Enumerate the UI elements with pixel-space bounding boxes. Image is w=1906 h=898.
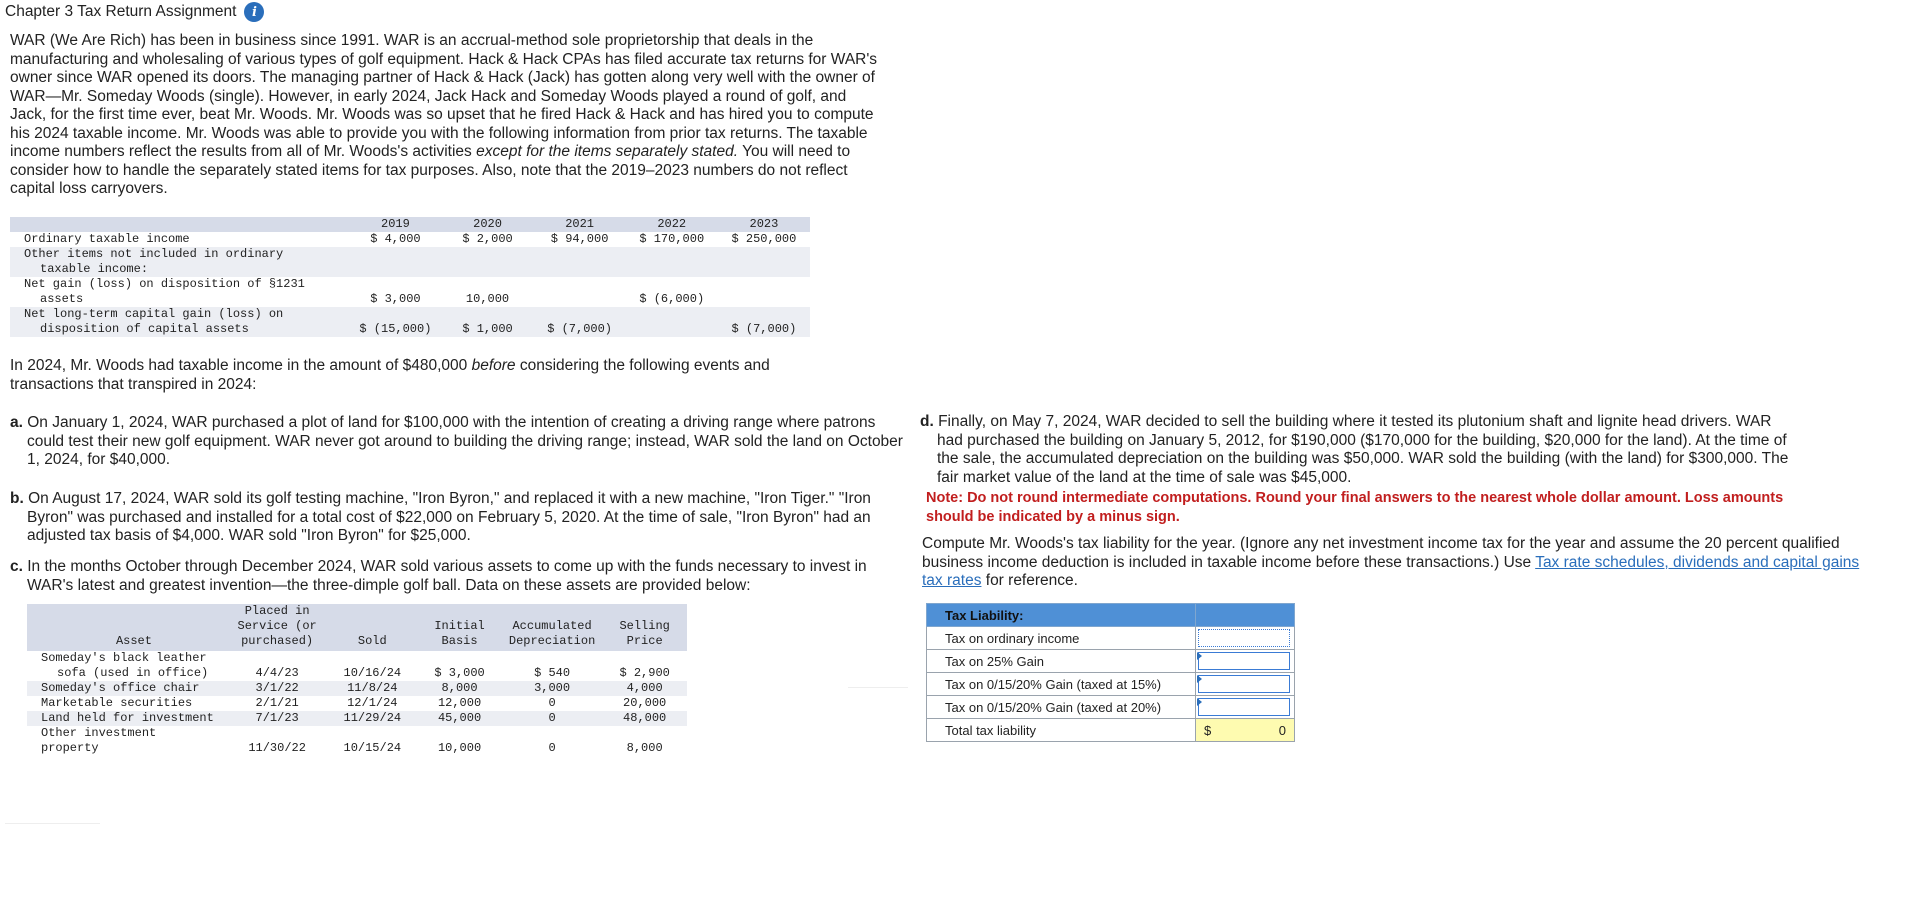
tax-input-cell [1196,627,1295,650]
history-cell: 10,000 [465,292,510,306]
item-b [10,490,907,546]
asset-row-cont [27,666,687,681]
asset-row [27,681,687,696]
asset-row [27,711,687,726]
history-row [10,247,810,262]
item-d [920,413,1797,487]
currency-symbol: $ [1204,722,1212,738]
item-a-letter: a. [10,414,23,431]
history-row-label-cont: assets [40,292,84,306]
asset-depreciation: 0 [548,696,556,710]
history-cell: $ 3,000 [370,292,421,306]
asset-placed: 7/1/23 [255,711,299,725]
tax-total-label: Total tax liability [927,719,1196,742]
asset-depreciation: $ 540 [534,666,571,680]
tax-total-row [927,719,1295,742]
asset-price: 48,000 [623,711,667,725]
total-amount: 0 [1278,722,1286,738]
history-cell: $ 94,000 [550,232,609,246]
history-cell [626,322,718,337]
asset-placed: 11/30/22 [248,741,306,755]
item-c [10,558,907,595]
history-row-cont [10,262,810,277]
tax-20-gain-input[interactable] [1198,698,1290,716]
tax-row-label: Tax on ordinary income [927,627,1196,650]
asset-sold: 12/1/24 [347,696,398,710]
history-row-label-cont: taxable income: [40,262,149,276]
tax-row [927,627,1295,650]
tax-ordinary-income-input[interactable] [1198,629,1290,647]
history-cell: $ 4,000 [370,232,421,246]
asset-row-cont [27,741,687,756]
tax-15-gain-input[interactable] [1198,675,1290,693]
asset-sold: 11/8/24 [347,681,398,695]
intro-text-2: You will need to consider how to handle the separately stated items for tax purposes. Also, note that the 2019–2023 numbers do not reflect capital loss carryovers. [10,143,851,197]
compute-instructions [922,535,1872,591]
history-cell: $ 1,000 [462,322,513,336]
page-title-bar [5,2,264,22]
asset-sold: 10/16/24 [343,666,402,680]
item-b-text: On August 17, 2024, WAR sold its golf testing machine, "Iron Byron," and replaced it with a new machine, "Iron Tiger." "Iron Byron" was purchased and installed for a total cost of $22,000 on February 5, 2020. At the time of sale, "Iron Byron" had an adjusted tax basis of $4,000. WAR sold "Iron Byron" for $25,000. [23,490,871,544]
history-cell: $ (7,000) [547,322,612,336]
info-icon[interactable]: i [244,2,264,22]
history-row-label: Other items not included in ordinary [24,247,284,261]
item-a-text: On January 1, 2024, WAR purchased a plot of land for $100,000 with the intention of creating a driving range where patrons could test their new golf equipment. WAR never got around to building the driving range; instead, WAR sold the land on October 1, 2024, for $40,000. [22,414,903,468]
asset-sold: 10/15/24 [343,741,402,755]
asset-price: $ 2,900 [619,666,670,680]
history-cell: $ 250,000 [731,232,797,246]
asset-placed: 3/1/22 [255,681,299,695]
asset-name: Someday's black leather [41,651,207,665]
assets-header-row [27,604,687,651]
year-header: 2022 [657,217,687,231]
tax-row-label: Tax on 0/15/20% Gain (taxed at 20%) [927,696,1196,719]
asset-basis: 8,000 [441,681,478,695]
input-marker-icon [1197,652,1202,660]
asset-name: Someday's office chair [41,681,200,695]
history-header-blank [10,217,349,232]
tax-liability-table [926,603,1295,742]
asset-name-cont: property [41,741,99,755]
tax-input-cell [1196,673,1295,696]
asset-name: Other investment [41,726,157,740]
history-row-cont [10,292,810,307]
asset-row [27,651,687,666]
history-row-label-cont: disposition of capital assets [40,322,249,336]
history-cell: $ (15,000) [359,322,432,336]
tax-row-label: Tax on 0/15/20% Gain (taxed at 15%) [927,673,1196,696]
item-b-letter: b. [10,490,24,507]
input-marker-icon [1197,675,1202,683]
tax-liability-header-row [927,604,1295,627]
history-cell: $ (7,000) [731,322,797,336]
history-row [10,307,810,322]
history-row [10,232,810,247]
tax-row [927,673,1295,696]
history-cell: $ 2,000 [462,232,513,246]
history-row-label: Ordinary taxable income [24,232,190,246]
intro-emphasis: except for the items separately stated. [476,143,739,160]
asset-row [27,726,687,741]
history-cell: $ 170,000 [639,232,705,246]
assets-header-placed: Placed in Service (or purchased) [237,604,317,648]
year-header: 2020 [473,217,502,231]
asset-price: 20,000 [623,696,667,710]
in2024-text-1: In 2024, Mr. Woods had taxable income in the amount of $480,000 [10,357,472,374]
asset-depreciation: 3,000 [534,681,571,695]
asset-basis: 12,000 [437,696,482,710]
tax-liability-header: Tax Liability: [927,604,1196,627]
assets-header-sold: Sold [357,634,387,648]
history-header-row [10,217,810,232]
year-header: 2023 [749,217,779,231]
divider [848,687,908,688]
tax-liability-header-blank [1196,604,1295,627]
tax-row [927,650,1295,673]
assets-header-asset: Asset [115,634,152,648]
item-d-letter: d. [920,413,934,430]
asset-name-cont: sofa (used in office) [57,666,209,680]
history-row-label: Net gain (loss) on disposition of §1231 [24,277,305,291]
history-row-cont [10,322,810,337]
asset-basis: 45,000 [437,711,482,725]
in2024-text-2: considering the following events and transactions that transpired in 2024: [10,357,770,393]
assets-header-price: Selling Price [619,619,670,648]
asset-price: 4,000 [626,681,663,695]
tax-25-gain-input[interactable] [1198,652,1290,670]
in2024-emphasis: before [471,357,516,374]
history-row-label: Net long-term capital gain (loss) on [24,307,284,321]
asset-basis: 10,000 [437,741,482,755]
asset-sold: 11/29/24 [343,711,402,725]
tax-row [927,696,1295,719]
asset-placed: 4/4/23 [255,666,299,680]
tax-rate-schedules-link[interactable]: Tax rate schedules, dividends and capital gains tax rates [922,553,1860,589]
intro-text-1: WAR (We Are Rich) has been in business since 1991. WAR is an accrual-method sole proprietorship that deals in the manufacturing and wholesaling of various types of golf equipment. Hack & Hack CPAs has filed accurate tax returns for WAR's owner since WAR opened its doors. The managing partner of Hack & Hack (Jack) has gotten along very well with the owner of WAR—Mr. Someday Woods (single). However, in early 2024, Jack Hack and Someday Woods played a round of golf, and Jack, for the first time ever, beat Mr. Woods. Mr. Woods was so upset that he fired Hack & Hack and has hired you to compute his 2024 taxable income. Mr. Woods was able to provide you with the following information from prior tax returns. The taxable income numbers reflect the results from all of Mr. Woods's activities [10,32,878,160]
asset-name: Land held for investment [41,711,214,725]
compute-text-1: Compute Mr. Woods's tax liability for the year. (Ignore any net investment income tax for the year and assume the 20 percent qualified business income deduction is included in taxable income before these transactions.) Use [922,535,1840,571]
compute-text-2: for reference. [981,572,1078,589]
history-cell [534,292,626,307]
asset-price: 8,000 [626,741,663,755]
item-c-letter: c. [10,558,23,575]
year-header: 2019 [381,217,410,231]
item-a [10,414,907,470]
assets-table [27,604,687,756]
asset-depreciation: 0 [548,711,556,725]
item-c-text: In the months October through December 2024, WAR sold various assets to come up with the funds necessary to invest in WAR's latest and greatest invention—the three-dimple golf ball. Data on these assets are provided below: [22,558,867,594]
asset-depreciation: 0 [548,741,556,755]
assets-header-basis: Initial Basis [434,619,485,648]
history-row [10,277,810,292]
in2024-paragraph [10,357,840,394]
tax-input-cell [1196,696,1295,719]
intro-paragraph [10,32,880,199]
asset-name: Marketable securities [41,696,193,710]
asset-basis: $ 3,000 [434,666,485,680]
year-header: 2021 [565,217,594,231]
rounding-note: Note: Do not round intermediate computations. Round your final answers to the nearest whole dollar amount. Loss amounts should be indicated by a minus sign. [926,490,1784,525]
asset-row [27,696,687,711]
tax-input-cell [1196,650,1295,673]
asset-placed: 2/1/21 [255,696,299,710]
item-d-text: Finally, on May 7, 2024, WAR decided to sell the building where it tested its plutonium shaft and lignite head drivers. WAR had purchased the building on January 5, 2012, for $190,000 ($170,000 for the building, $20,000 for the land). At the time of the sale, the accumulated depreciation on the building was $50,000. WAR sold the building (with the land) for $300,000. The fair market value of the land at the time of sale was $45,000. [933,413,1789,486]
page-title: Chapter 3 Tax Return Assignment [5,3,237,20]
divider [5,823,100,824]
assets-header-depreciation: Accumulated Depreciation [508,619,596,648]
history-cell: $ (6,000) [639,292,705,306]
tax-total-value [1196,719,1295,742]
input-marker-icon [1197,698,1202,706]
history-cell [718,292,810,307]
history-table [10,217,810,337]
tax-row-label: Tax on 25% Gain [927,650,1196,673]
